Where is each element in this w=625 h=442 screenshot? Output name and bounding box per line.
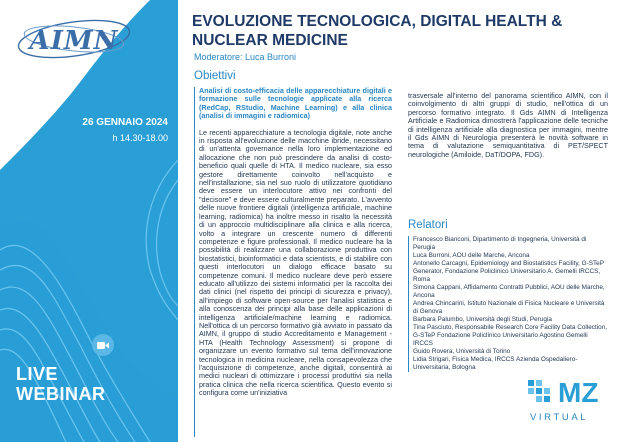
list-item: Francesco Bianconi, Dipartimento di Ingegneria, Università di Perugia [413,236,587,251]
list-item: Barbara Palumbo, Università degli Studi, Perugia [413,316,552,323]
list-item: Andrea Chincarini, Istituto Nazionale di Fisica Nucleare e Università di Genova [413,300,605,315]
obiettivi-body: Le recenti apparecchiature a tecnologia digitale, note anche in risposta all'evoluzione delle macchine ibride, necessitano di un'attenta governance nella loro implementazione ed allocazione che non può prescindere da analisi di costo-beneficio quali quelle di HTA. Il medico nucleare, sia esso gestore direttamente coinvolto nell'acquisto e nell'installazione, sia nel suo ruolo di utilizzatore quotidiano deve essere un interlocutore attivo nei confronti del "decisore" e deve essere culturalmente preparato. L'avvento delle nuove frontiere digitali (intelligenza artificiale, machine learning, radiomica) ha inoltre messo in risalto la necessità di un approccio multidisciplinare alla clinica e alla ricerca, volto a integrare un crescente numero di differenti competenze e figure professionali. Il medico nucleare ha la possibilità di realizzare una collaborazione produttiva con biostatistici, bioinformatici e data scientists, e di stabilire con questi interlocutori un dialogo efficace basato su competenze comuni. Il medico nucleare deve però essere educato all'utilizzo dei sistemi informatici per la raccolta dei dati clinici (nel rispetto dei principi di sicurezza e privacy), all'impiego di software open-source per l'analisi statistica e alla conoscenza dei principi alla base delle applicazioni di intelligenza artificiale/machine learning e radiomica. Nell'ottica di un percorso formativo già avviato in passato da AIMN, il gruppo di studio Accreditamento e Management - HTA (Health Technology Assessment) si propone di organizzare un evento formativo sul tema dell'innovazione tecnologica in medicina nucleare, nella consapevolezza che l'acquisizione di competenze, anche digitali, consentirà ai medici nucleari di ottimizzare i processi produttivi sia nella pratica clinica che nella ricerca scientifica. Questo evento si configura come un'iniziativa [199,127,392,398]
moderator: Moderatore: Luca Burroni [194,52,297,62]
obiettivi-column [194,87,392,437]
branding-panel [0,0,178,442]
mz-virtual-logo [526,378,616,434]
list-item: Simona Cappani, Affidamento Contratti Pubblici, AOU delle Marche, Ancona [413,284,605,299]
logo-text: AIMN [29,26,119,56]
webinar-label-text: LIVE WEBINAR [16,364,106,404]
event-time: h 14.30-18.00 [112,133,168,143]
list-item: Guido Rovera, Università di Torino [413,348,511,355]
list-item: Lidia Strigari, Fisica Medica, IRCCS Azienda Ospedaliero-Universitaria, Bologna [413,356,578,371]
webinar-label [16,364,106,404]
section-heading-relatori: Relatori [408,219,448,231]
mz-virtual-text: VIRTUAL [530,412,589,423]
list-item: Tina Pasciuto, Responsabile Research Core Facility Data Collection, G-STeP Fondazione Policlinico Universitario Agostino Gemelli IRCCS [413,324,608,347]
mz-text: MZ [558,377,599,408]
section-heading-obiettivi: Obiettivi [194,70,236,82]
mz-mark-icon [526,378,556,408]
aimn-logo [14,10,134,68]
video-camera-icon [92,334,114,356]
obiettivi-continued: trasversale all'interno del panorama scientifico AIMN, con il coinvolgimento di altri gruppi di studio, nell'ottica di un percorso formativo integrato. Il Gds AIMN di Intelligenza Artificiale e Radiomica dimostrerà l'applicazione delle tecniche di intelligenza artificiale alla diagnostica per immagini, mentre il Gds AIMN di Neurologia presenterà le novità software in tema di valutazione semiquantitativa di PET/SPECT neurologiche (Amiloide, DaT/DOPA, FDG). [408,91,608,159]
obiettivi-intro: Analisi di costo-efficacia delle apparecchiature digitali e formazione sulle tecnologie applicate alla ricerca (RedCap, RStudio, Machine Learning) e alla clinica (analisi di immagini e radiomica) [199,86,392,121]
relatori-list [408,236,608,372]
list-item: Antonello Carcagni, Epidemiology and Biostatistics Facility, G-STeP Generator, Fondazione Policlinico Universitario A. Gemelli IRCCS, Roma [413,260,604,283]
page-title: EVOLUZIONE TECNOLOGICA, DIGITAL HEALTH & NUCLEAR MEDICINE [192,13,563,49]
list-item: Luca Burroni, AOU delle Marche, Ancona [413,252,530,259]
event-date: 26 GENNAIO 2024 [82,117,168,128]
